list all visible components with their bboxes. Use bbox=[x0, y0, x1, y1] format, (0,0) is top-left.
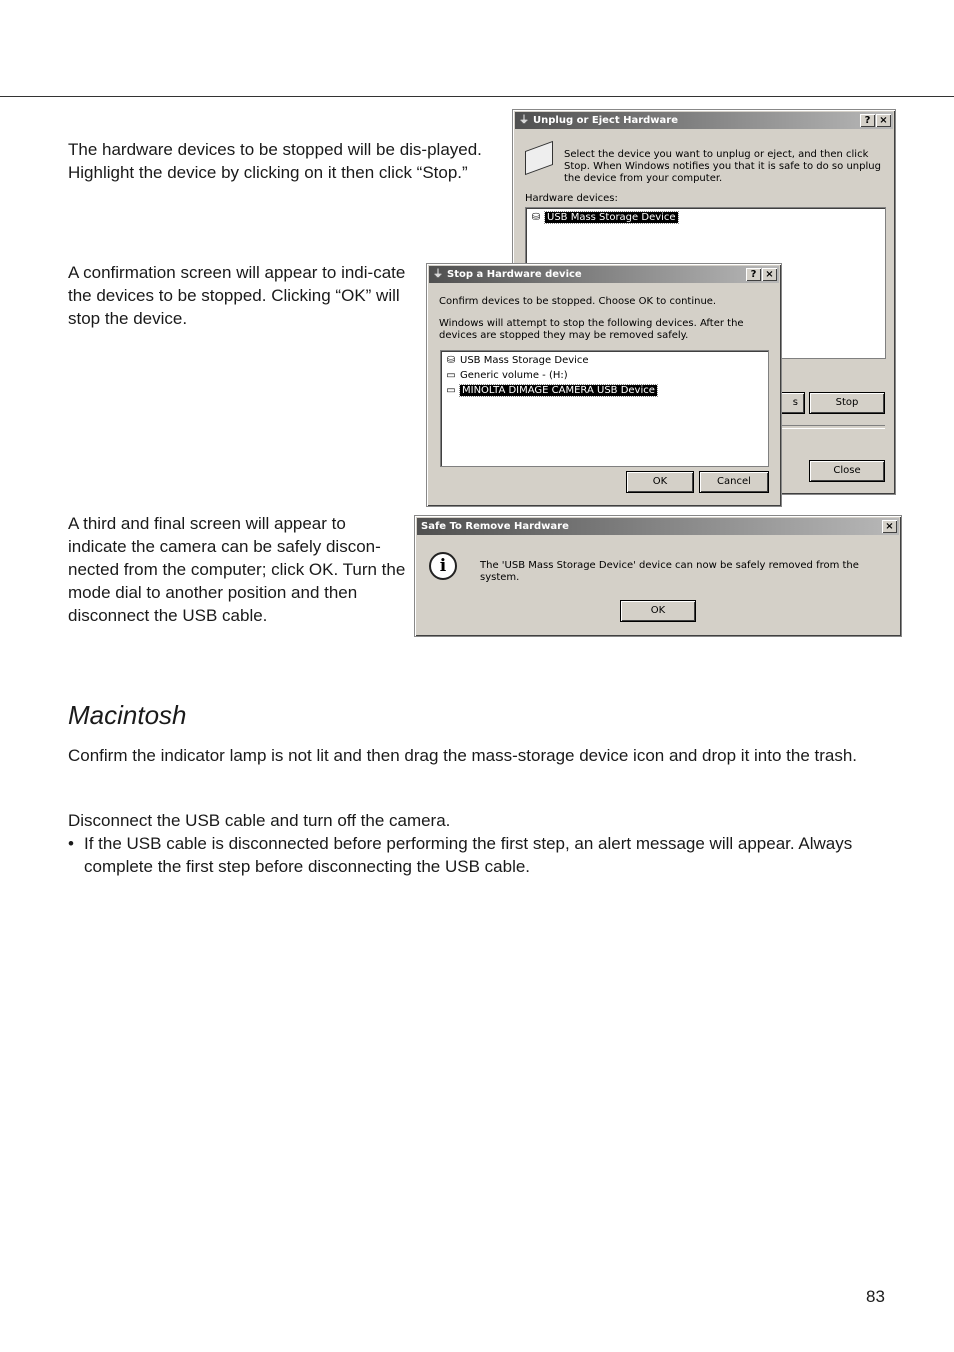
bullet-mark: • bbox=[68, 834, 74, 853]
confirm-text: Confirm devices to be stopped. Choose OK to continue. bbox=[439, 296, 717, 307]
mac-paragraph-2: Disconnect the USB cable and turn off the camera. bbox=[68, 811, 451, 830]
instruction-paragraph-2: A confirmation screen will appear to indi-cate the devices to be stopped. Clicking “OK” will stop the device. bbox=[68, 263, 406, 328]
header-rule bbox=[0, 96, 954, 97]
unplug-dialog-title: Unplug or Eject Hardware bbox=[533, 115, 679, 126]
stop-dialog-title: Stop a Hardware device bbox=[447, 269, 582, 280]
properties-button[interactable]: s bbox=[768, 393, 804, 413]
usb-device-icon: ⛁ bbox=[531, 211, 541, 223]
devices-to-stop-list[interactable] bbox=[440, 350, 769, 467]
page-number: 83 bbox=[866, 1287, 885, 1306]
safe-to-remove-dialog bbox=[414, 515, 902, 637]
section-heading: Macintosh bbox=[68, 700, 187, 730]
device-label: USB Mass Storage Device bbox=[547, 211, 676, 223]
close-icon[interactable]: × bbox=[762, 268, 777, 281]
close-button[interactable]: Close bbox=[810, 461, 884, 481]
help-button[interactable]: ? bbox=[746, 268, 761, 281]
bullet-text: If the USB cable is disconnected before performing the first step, an alert message will appear. Always complete the first step before disconnecting the USB cable. bbox=[84, 834, 853, 876]
stop-hardware-dialog bbox=[426, 263, 782, 507]
info-icon: i bbox=[429, 552, 457, 580]
drive-icon: ▭ bbox=[446, 384, 456, 396]
close-icon[interactable]: × bbox=[876, 114, 891, 127]
safe-dialog-titlebar bbox=[417, 518, 899, 535]
drive-icon: ▭ bbox=[446, 369, 456, 381]
device-label: USB Mass Storage Device bbox=[460, 354, 589, 366]
unplug-dialog-titlebar bbox=[515, 112, 893, 129]
usb-device-icon: ⛁ bbox=[446, 354, 456, 366]
stop-explanation: Windows will attempt to stop the following devices. After the devices are stopped they may be removed safely. bbox=[439, 318, 744, 341]
close-icon[interactable]: × bbox=[882, 520, 897, 533]
list-item[interactable] bbox=[529, 210, 678, 224]
usb-device-icon bbox=[525, 141, 553, 175]
ok-button[interactable]: OK bbox=[627, 472, 693, 492]
stop-dialog-titlebar bbox=[429, 266, 779, 283]
hardware-devices-label: Hardware devices: bbox=[525, 193, 618, 204]
safe-dialog-title: Safe To Remove Hardware bbox=[421, 521, 569, 532]
ok-button[interactable]: OK bbox=[621, 601, 695, 621]
list-item[interactable] bbox=[444, 368, 568, 382]
help-button[interactable]: ? bbox=[860, 114, 875, 127]
safe-message: The 'USB Mass Storage Device' device can now be safely removed from the system. bbox=[480, 560, 859, 583]
bullet-note bbox=[68, 832, 868, 878]
cancel-button[interactable]: Cancel bbox=[700, 472, 768, 492]
list-item[interactable] bbox=[444, 353, 589, 367]
list-item[interactable] bbox=[444, 383, 657, 397]
usb-plug-icon: ⏚ bbox=[519, 114, 529, 126]
usb-plug-icon: ⏚ bbox=[433, 268, 443, 280]
mac-paragraph-1: Confirm the indicator lamp is not lit and then drag the mass-storage device icon and drop it into the trash. bbox=[68, 746, 858, 765]
stop-button[interactable]: Stop bbox=[810, 393, 884, 413]
device-label: Generic volume - (H:) bbox=[460, 369, 568, 381]
unplug-instruction: Select the device you want to unplug or eject, and then click Stop. When Windows notifies you that it is safe to do so unplug the device from your computer. bbox=[564, 149, 881, 184]
instruction-paragraph-1: The hardware devices to be stopped will be dis-played. Highlight the device by clicking on it then click “Stop.” bbox=[68, 140, 482, 182]
instruction-paragraph-3: A third and final screen will appear to indicate the camera can be safely discon-nected from the computer; click OK. Turn the mode dial to another position and then disconnect the USB cable. bbox=[68, 514, 406, 625]
device-label: MINOLTA DIMAGE CAMERA USB Device bbox=[462, 384, 655, 396]
